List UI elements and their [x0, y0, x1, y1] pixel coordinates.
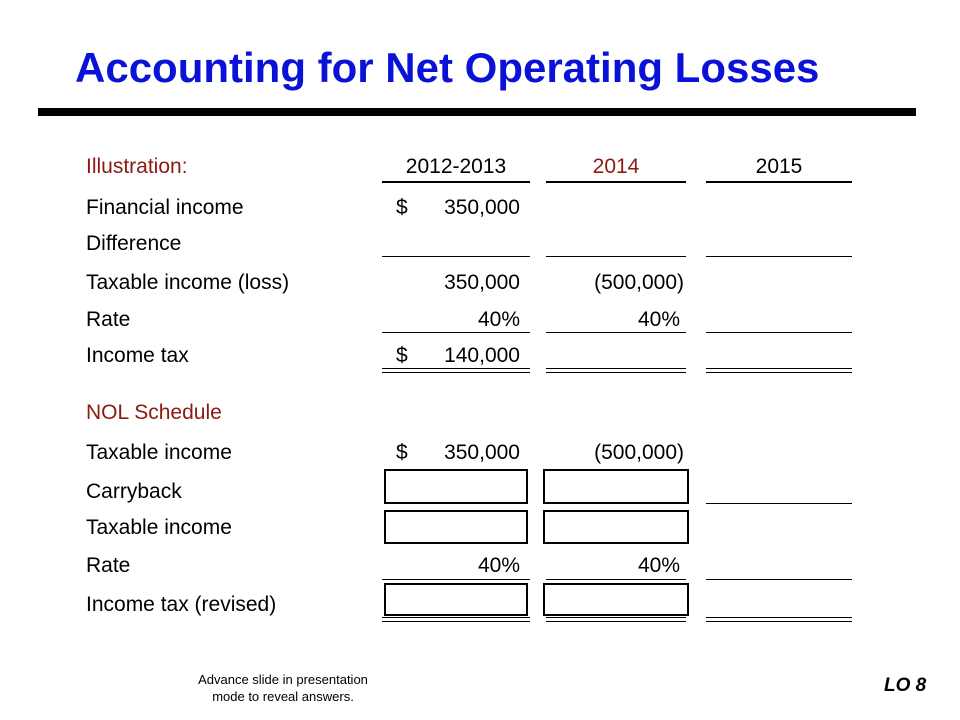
presentation-note-line1: Advance slide in presentation: [198, 672, 368, 687]
nol-taxable-income-2014: (500,000): [594, 441, 684, 464]
difference-underline: [382, 256, 530, 257]
col-header-2012-2013: 2012-2013: [405, 155, 507, 178]
illustration-header: Illustration:: [86, 155, 188, 178]
nol-taxable-income-2012-2013: 350,000: [444, 441, 520, 464]
income-tax-revised-answer-box-2014: [543, 583, 689, 616]
row-label-revised-taxable-income: Taxable income: [86, 516, 232, 539]
income-tax-revised-double-underline: [706, 617, 852, 622]
carryback-underline-2015: [706, 503, 852, 504]
income-tax-revised-double-underline: [546, 617, 686, 622]
dollar-sign: $: [396, 441, 408, 464]
rate-2014: 40%: [637, 308, 680, 331]
row-label-nol-taxable-income: Taxable income: [86, 441, 232, 464]
row-label-income-tax: Income tax: [86, 344, 189, 367]
row-label-carryback: Carryback: [86, 480, 182, 503]
taxable-income-loss-2014: (500,000): [594, 271, 684, 294]
income-tax-double-underline: [706, 368, 852, 373]
income-tax-revised-double-underline: [382, 617, 530, 622]
row-label-nol-rate: Rate: [86, 554, 131, 577]
row-label-taxable-income-loss: Taxable income (loss): [86, 271, 290, 294]
col-header-underline: [382, 181, 530, 183]
revised-taxable-income-answer-box-2014: [543, 510, 689, 544]
income-tax-double-underline: [382, 368, 530, 373]
col-header-underline: [546, 181, 686, 183]
carryback-answer-box-2014: [543, 469, 689, 504]
revised-taxable-income-answer-box-2012-2013: [384, 510, 528, 544]
rate-2012-2013: 40%: [477, 308, 520, 331]
difference-underline: [546, 256, 686, 257]
row-label-financial-income: Financial income: [86, 196, 244, 219]
financial-income-2012-2013: 350,000: [444, 196, 520, 219]
presentation-note: [168, 671, 398, 705]
col-header-2015: 2015: [755, 155, 803, 178]
col-header-2014: 2014: [592, 155, 640, 178]
learning-objective-label: LO 8: [884, 675, 927, 696]
nol-rate-2012-2013: 40%: [477, 554, 520, 577]
nol-schedule-header: NOL Schedule: [86, 401, 222, 424]
nol-rate-underline: [382, 579, 530, 580]
presentation-note-line2: mode to reveal answers.: [212, 689, 354, 704]
dollar-sign: $: [396, 344, 408, 367]
carryback-answer-box-2012-2013: [384, 469, 528, 504]
dollar-sign: $: [396, 196, 408, 219]
nol-rate-2014: 40%: [637, 554, 680, 577]
row-label-income-tax-revised: Income tax (revised): [86, 593, 277, 616]
income-tax-2012-2013: 140,000: [444, 344, 520, 367]
rate-underline: [382, 332, 530, 333]
col-header-underline: [706, 181, 852, 183]
row-label-difference: Difference: [86, 232, 182, 255]
row-label-rate: Rate: [86, 308, 131, 331]
slide-title: Accounting for Net Operating Losses: [75, 44, 820, 91]
taxable-income-loss-2012-2013: 350,000: [444, 271, 520, 294]
title-rule: [38, 108, 916, 116]
income-tax-double-underline: [546, 368, 686, 373]
nol-rate-underline: [706, 579, 852, 580]
income-tax-revised-answer-box-2012-2013: [384, 583, 528, 616]
nol-rate-underline: [546, 579, 686, 580]
rate-underline: [546, 332, 686, 333]
rate-underline: [706, 332, 852, 333]
difference-underline: [706, 256, 852, 257]
